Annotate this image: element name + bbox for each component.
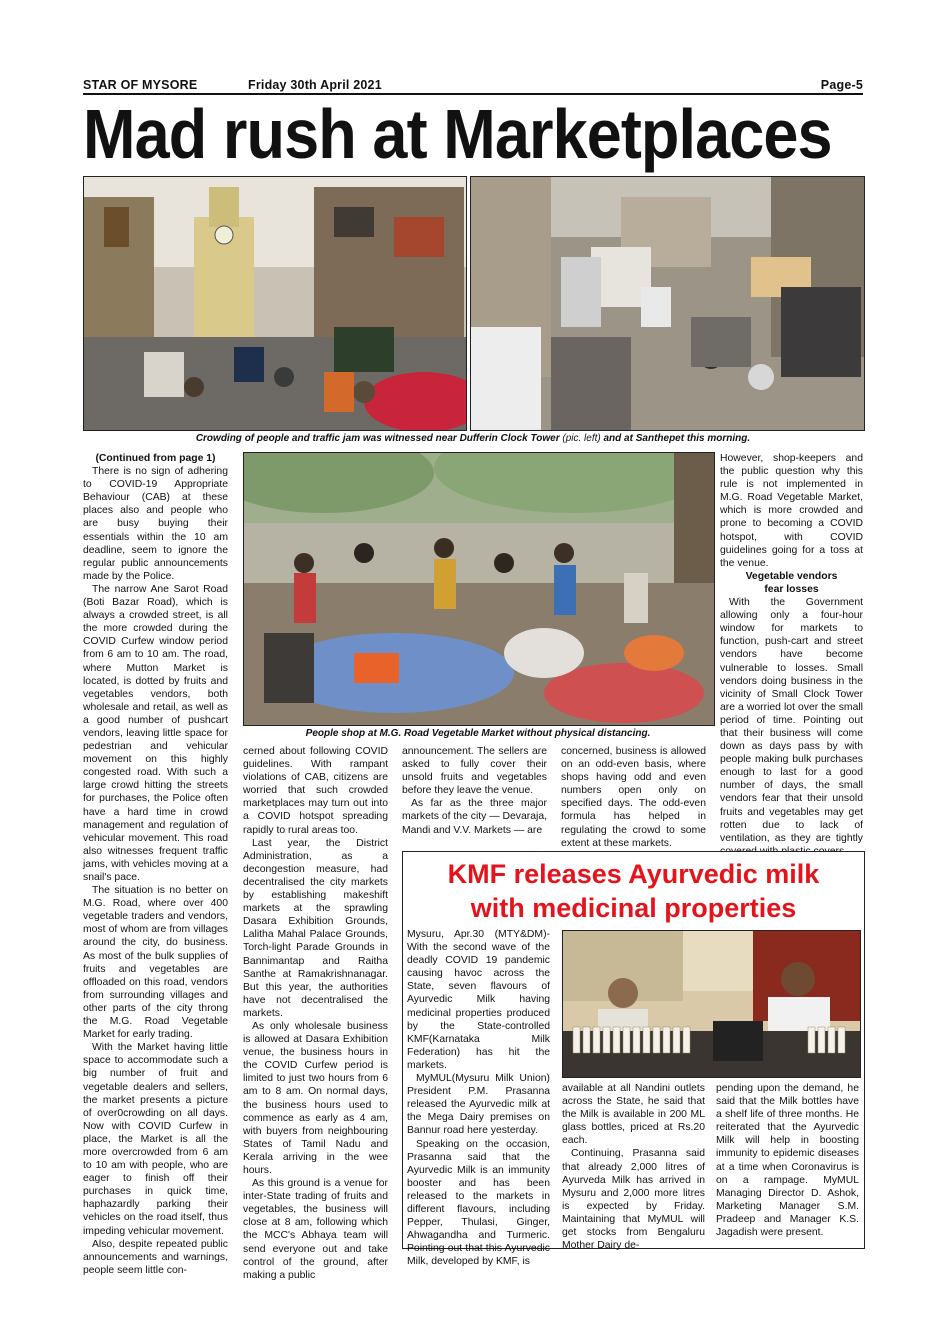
photo-santhepet (470, 176, 865, 431)
paragraph: Also, despite repeated public announcements and warnings, people seem little con- (83, 1238, 228, 1276)
paragraph: As only wholesale business is allowed at Dasara Exhibition venue, the business hours in the COVID Curfew period is limited to just two hours from 6 am to 8 am. On normal days, the business hours used to commence as early as 4 am, with buyers from neighbouring States of Tamil Nadu and Kerala arriving in the wee hours. (243, 1020, 388, 1176)
paper-name: STAR OF MYSORE (83, 78, 198, 92)
top-photos-caption: Crowding of people and traffic jam was witnessed near Dufferin Clock Tower (pic. left) and at Santhepet this morning. (195, 433, 751, 444)
headline: Mad rush at Marketplaces (83, 95, 832, 173)
paragraph: Mysuru, Apr.30 (MTY&DM)- With the second wave of the deadly COVID 19 pandemic causing havoc across the State, seven flavours of Ayurvedic Milk having medicinal properties produced by the State-controlled KMF(Karnataka Milk Federation) has hit the markets. (407, 929, 550, 1071)
paragraph: As this ground is a venue for inter-State trading of fruits and vegetables, the business will close at 8 am, following which the MCC's Abhaya team will send everyone out and take control of the ground, after making a public (243, 1178, 388, 1281)
paragraph: available at all Nandini outlets across the State, he said that the Milk is available in 200 ML glass bottles, priced at Rs.20 each. (562, 1083, 705, 1147)
paragraph: pending upon the demand, he said that the Milk bottles have a shelf life of three months. He reiterated that the Ayurvedic Milk will help in boosting immunity to epidemic diseases at a time when Coronavirus is on a rampage. MyMUL Managing Director D. Ashok, Marketing Manager S.M. Pradeep and Manager K.S. Jagadish were present. (716, 1083, 859, 1239)
paragraph: The narrow Ane Sarot Road (Boti Bazar Road), which is always a crowded street, is all the more crowded during the COVID Curfew window period from 6 am to 10 am. The road, where Mutton Market is located, is dotted by fruits and vegetables vendors, both wholesale and retail, as well as a good number of pushcart vendors, leaving little space for pedestrian and vehicular movement on this highly congested road. With such a large crowd hitting the streets for purchases, the Police often have a hard time in crowd management and regulation of vehicular movement. This road also witnesses frequent traffic jams, with vehicles moving at a snail's pace. (83, 583, 228, 883)
paragraph: With the Market having little space to accommodate such a big number of fruit and vegetable dealers and sellers, the market presents a picture of over0crowding on all days. Now with COVID Curfew in place, the Market is all the more overcrowded from 6 am to 10 am with people, who are eager to finish off their purchases in quick time, haphazardly parking their vehicles on the road itself, thus impeding vehicular movement. (83, 1042, 228, 1237)
kmf-headline-line2: with medicinal properties (470, 893, 797, 923)
paragraph: cerned about following COVID guidelines. With rampant violations of CAB, citizens are worried that such crowded marketplaces may turn out into a COVID hotspot spreading rapidly to rural areas too. (243, 746, 388, 836)
kmf-headline (403, 852, 864, 925)
subheading: fear losses (764, 583, 819, 595)
paragraph: Last year, the District Administration, as a decongestion measure, had decentralised the city markets by establishing makeshift markets at the sprawling Dasara Exhibition Grounds, Lalitha Mahal Palace Grounds, Torch-light Parade Grounds in Bannimantap and Raitha Santhe at Ramakrishnanagar. But this year, the authorities have not decentralised the markets. (243, 837, 388, 1019)
paragraph: MyMUL(Mysuru Milk Union) President P.M. Prasanna released the Ayurvedic milk at the Mega Dairy premises on Bannur road here yesterday. (407, 1073, 550, 1137)
kmf-story-box (402, 851, 865, 1268)
page-number: Page-5 (820, 78, 863, 92)
photo-dufferin-clock-tower (83, 176, 467, 431)
paragraph: However, shop-keepers and the public question why this rule is not implemented in M.G. Road Vegetable Market, which is more crowded and prone to becoming a COVID hotspot, with COVID guidelines going for a toss at the venue. (720, 453, 863, 569)
paragraph: Speaking on the occasion, Prasanna said that the Ayurvedic Milk is an immunity booster and has been released to the markets in different flavours, including Pepper, Thulasi, Ginger, Ahwagandha and Turmeric. Pointing out that this Ayurvedic Milk, developed by KMF, is (407, 1138, 550, 1268)
main-story-col5 (720, 452, 863, 858)
paragraph: Continuing, Prasanna said that already 2,000 litres of Ayurveda Milk has arrived in Mysuru and 2,000 more litres is expected by Friday. Maintaining that MyMUL will get stocks from Bengaluru Mother Dairy de- (562, 1148, 705, 1252)
kmf-col1 (407, 928, 550, 1268)
paragraph: The situation is no better on M.G. Road, where over 400 vegetable traders and vendors, most of whom are from villages around the city, do business. As most of the bulk supplies of fruits and vegetables are offloaded on this road, vendors from surrounding villages and other parts of the city throng the M.G. Road Vegetable Market for early trading. (83, 885, 228, 1041)
kmf-col2 (562, 1082, 705, 1252)
paragraph: announcement. The sellers are asked to fully cover their unsold fruits and vegetables before they leave the venue. (402, 746, 547, 797)
paragraph: With the Government allowing only a four-hour window for markets to function, push-cart and street vendors have become vulnerable to losses. Small vendors doing business in the vicinity of Small Clock Tower are a worried lot over the small period of time. Pointing out that their business will come down as days pass by with people making bulk purchases enough to last for a good number of days, the small vendors fear that their unsold fruits and vegetables may get rotten due to lack of ventilation, as they are tightly (720, 597, 863, 844)
kmf-col3 (716, 1082, 859, 1239)
continued-marker: (Continued from page 1) (95, 453, 216, 464)
photo-kmf-launch (562, 930, 861, 1078)
main-story-col1 (83, 452, 228, 1277)
kmf-headline-line1: KMF releases Ayurvedic milk (447, 859, 820, 889)
main-story-col4 (561, 745, 706, 850)
paragraph: There is no sign of adhering to COVID-19 Appropriate Behaviour (CAB) at these places also and people who are busy buying their essentials within the 10 am deadline, seem to ignore the regular public announcements made by the Police. (83, 466, 228, 582)
main-story-col2 (243, 745, 388, 1282)
subheading: Vegetable vendors (745, 570, 838, 582)
photo-mg-road-market (243, 452, 715, 726)
main-story-col3 (402, 745, 547, 837)
paragraph: As far as the three major markets of the city — Devaraja, Mandi and V.V. Markets — are (402, 798, 547, 836)
market-photo-caption: People shop at M.G. Road Vegetable Market without physical distancing. (305, 728, 651, 739)
paragraph: concerned, business is allowed on an odd-even basis, where shops having odd and even numbers open only on specified days. The odd-even formula has helped in regulating the crowd to some extent at these markets. (561, 746, 706, 849)
issue-date: Friday 30th April 2021 (248, 78, 382, 92)
